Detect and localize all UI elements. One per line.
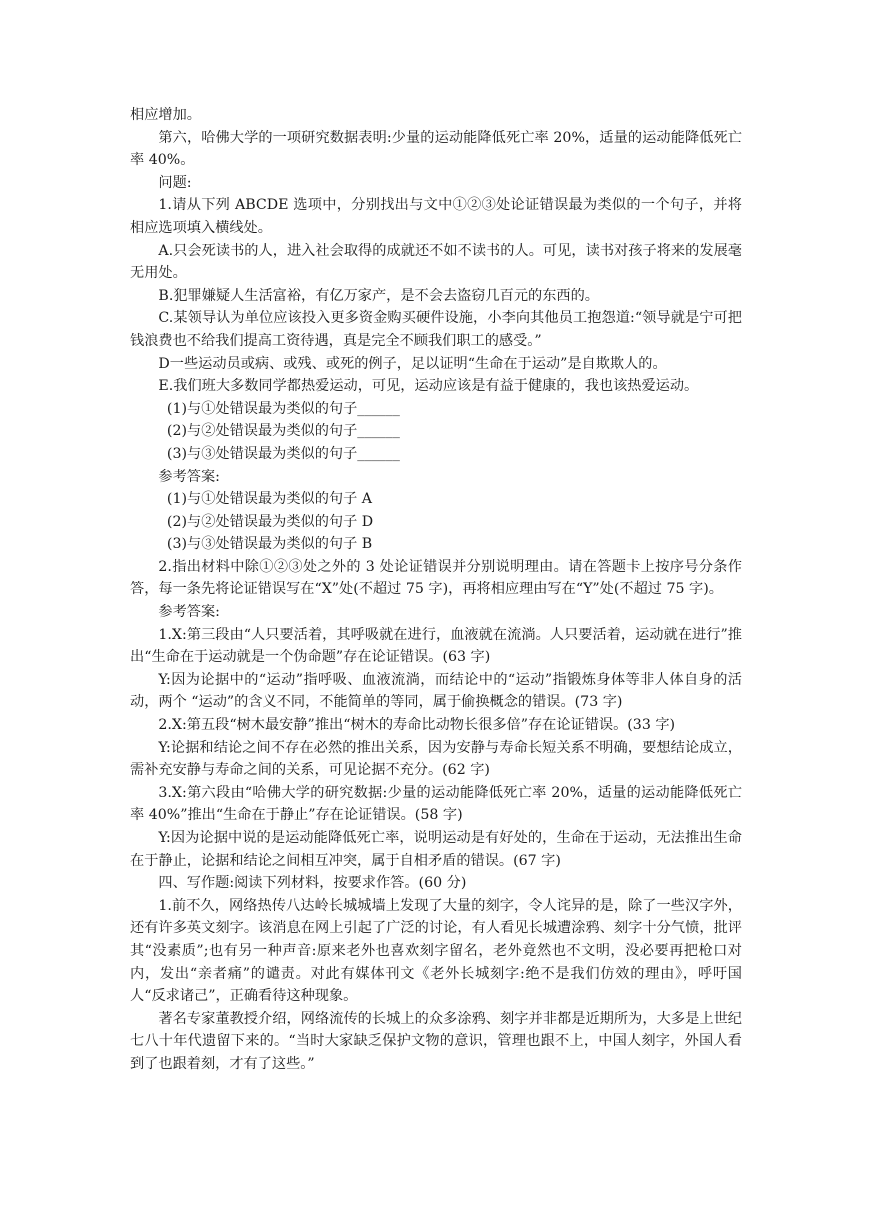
paragraph: (2)与②处错误最为类似的句子 D [166, 513, 374, 530]
paragraph: (3)与③处错误最为类似的句子 B [166, 536, 373, 553]
paragraph: 1.X:第三段由“人只要活着，其呼吸就在进行，血液就在流淌。人只要活着，运动就在进行”推出“生命在于运动就是一个伪命题”存在论证错误。(63 字) [130, 626, 742, 666]
paragraph: A.只会死读书的人，进入社会取得的成就还不如不读书的人。可见，读书对孩子将来的发展毫无用处。 [130, 242, 742, 282]
paragraph: 著名专家董教授介绍，网络流传的长城上的众多涂鸦、刻字并非都是近期所为，大多是上世纪七八十年代遗留下来的。“当时大家缺乏保护文物的意识，管理也跟不上，中国人刻字，外国人看到了也跟着刻，才有了这些。” [130, 1010, 742, 1072]
paragraph: D一些运动员或病、或残、或死的例子，足以证明“生命在于运动”是自欺欺人的。 [158, 355, 667, 372]
paragraph: Y:因为论据中的“运动”指呼吸、血液流淌，而结论中的“运动”指锻炼身体等非人体自身的活动，两个 “运动”的含义不同，不能简单的等同，属于偷换概念的错误。(73 字) [130, 671, 742, 711]
paragraph: B.犯罪嫌疑人生活富裕，有亿万家产，是不会去盗窃几百元的东西的。 [158, 287, 599, 304]
paragraph: (1)与①处错误最为类似的句子______ [166, 400, 400, 417]
paragraph: 3.X:第六段由“哈佛大学的研究数据:少量的运动能降低死亡率 20%，适量的运动能降低死亡率 40%”推出“生命在于静止”存在论证错误。(58 字) [130, 784, 742, 824]
paragraph: (3)与③处错误最为类似的句子______ [166, 445, 400, 462]
paragraph: 2.指出材料中除①②③处之外的 3 处论证错误并分别说明理由。请在答题卡上按序号分条作答，每一条先将论证错误写在“X”处(不超过 75 字)，再将相应理由写在“Y”处(不超过 75 字)。 [130, 558, 742, 598]
paragraph: 四、写作题:阅读下列材料，按要求作答。(60 分) [158, 875, 467, 892]
paragraph: 参考答案: [158, 604, 220, 621]
paragraph: 1.前不久，网络热传八达岭长城城墙上发现了大量的刻字，令人诧异的是，除了一些汉字外，还有许多英文刻字。该消息在网上引起了广泛的讨论，有人看见长城遭涂鸦、刻字十分气愤，批评其“没素质”;也有另一种声音:原来老外也喜欢刻字留名，老外竟然也不文明，没必要再把枪口对内，发出“亲者痛”的谴责。对此有媒体刊文《老外长城刻字:绝不是我们仿效的理由》，呼吁国人“反求诸己”，正确看待这种现象。 [130, 897, 742, 1005]
paragraph: 2.X:第五段“树木最安静”推出“树木的寿命比动物长很多倍”存在论证错误。(33 字) [158, 717, 676, 734]
paragraph: (1)与①处错误最为类似的句子 A [166, 491, 373, 508]
paragraph: 问题: [158, 174, 192, 191]
paragraph: E.我们班大多数同学都热爱运动，可见，运动应该是有益于健康的，我也该热爱运动。 [158, 378, 699, 395]
paragraph: Y:论据和结论之间不存在必然的推出关系，因为安静与寿命长短关系不明确，要想结论成立，需补充安静与寿命之间的关系，可见论据不充分。(62 字) [130, 739, 742, 779]
document-page [130, 104, 742, 1076]
paragraph: C.某领导认为单位应该投入更多资金购买硬件设施，小李向其他员工抱怨道:“领导就是宁可把钱浪费也不给我们提高工资待遇，真是完全不顾我们职工的感受。” [130, 310, 742, 349]
paragraph: 1.请从下列 ABCDE 选项中，分别找出与文中①②③处论证错误最为类似的一个句子，并将相应选项填入横线处。 [130, 197, 742, 236]
paragraph: Y:因为论据中说的是运动能降低死亡率，说明运动是有好处的，生命在于运动，无法推出生命在于静止，论据和结论之间相互冲突，属于自相矛盾的错误。(67 字) [130, 830, 742, 869]
paragraph: 参考答案: [158, 468, 220, 485]
paragraph: (2)与②处错误最为类似的句子______ [166, 423, 400, 440]
paragraph: 相应增加。 [130, 107, 201, 123]
paragraph: 第六，哈佛大学的一项研究数据表明:少量的运动能降低死亡率 20%，适量的运动能降低死亡率 40%。 [130, 129, 742, 169]
